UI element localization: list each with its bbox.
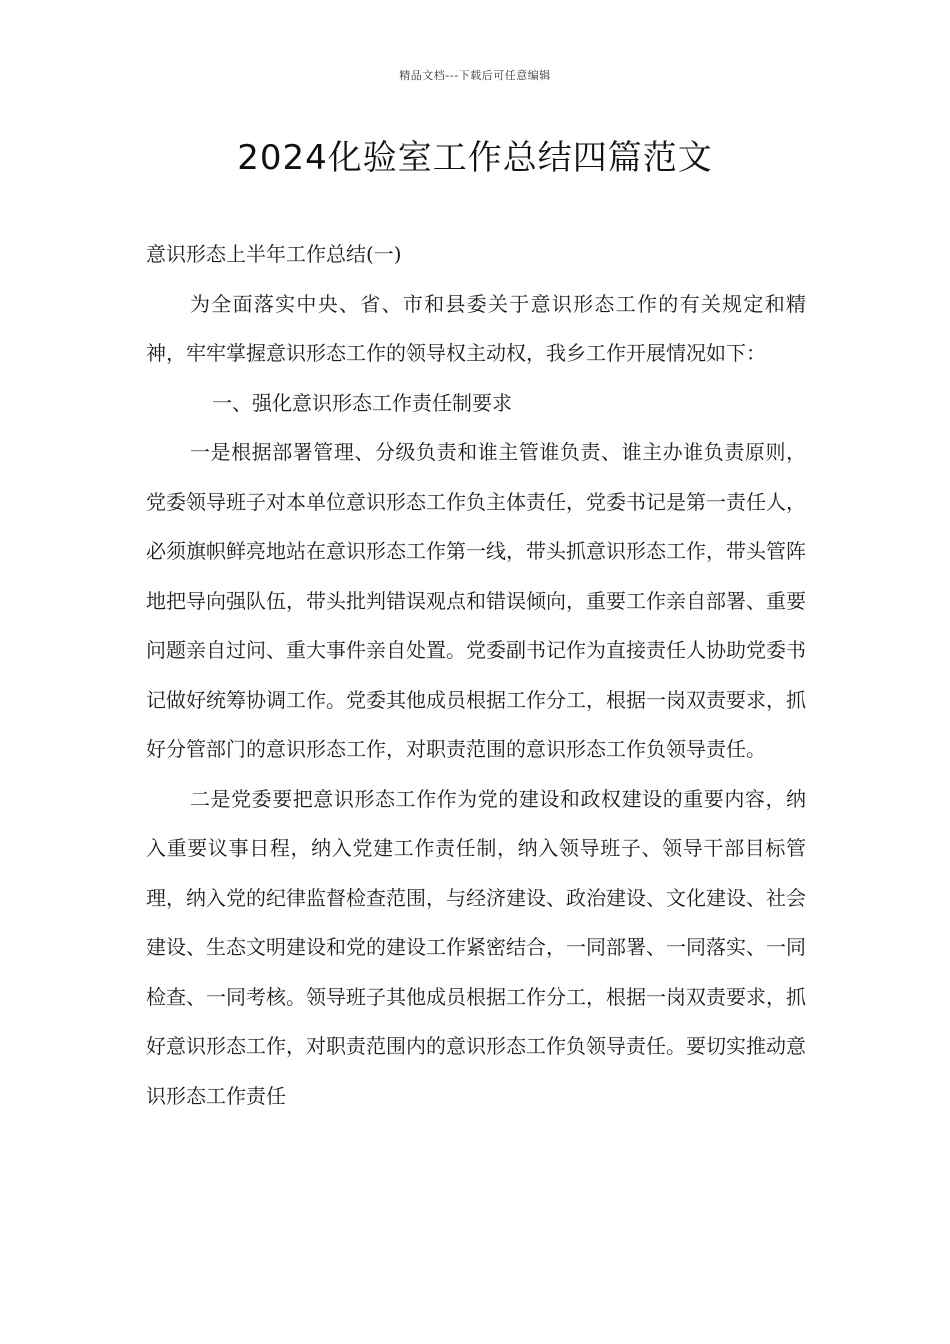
document-title: 2024化验室工作总结四篇范文 [237, 138, 713, 178]
paragraph-1: 一是根据部署管理、分级负责和谁主管谁负责、谁主办谁负责原则，党委领导班子对本单位意识形态工作负主体责任，党委书记是第一责任人，必须旗帜鲜亮地站在意识形态工作第一线，带头抓意识形态工作，带头管阵地把导向强队伍，带头批判错误观点和错误倾向，重要工作亲自部署、重要问题亲自过问、重大事件亲自处置。党委副书记作为直接责任人协助党委书记做好统筹协调工作。党委其他成员根据工作分工，根据一岗双责要求，抓好分管部门的意识形态工作，对职责范围的意识形态工作负领导责任。 [146, 440, 806, 761]
section-subtitle: 意识形态上半年工作总结(一) [146, 242, 402, 266]
document-body [146, 230, 806, 1121]
header-note: 精品文档---下载后可任意编辑 [399, 69, 551, 82]
section-heading-1: 一、强化意识形态工作责任制要求 [212, 390, 512, 415]
paragraph-2: 二是党委要把意识形态工作作为党的建设和政权建设的重要内容，纳入重要议事日程，纳入党建工作责任制，纳入领导班子、领导干部目标管理，纳入党的纪律监督检查范围，与经济建设、政治建设、文化建设、社会建设、生态文明建设和党的建设工作紧密结合，一同部署、一同落实、一同检查、一同考核。领导班子其他成员根据工作分工，根据一岗双责要求，抓好意识形态工作，对职责范围内的意识形态工作负领导责任。要切实推动意识形态工作责任 [146, 786, 806, 1108]
intro-paragraph: 为全面落实中央、省、市和县委关于意识形态工作的有关规定和精神，牢牢掌握意识形态工作的领导权主动权，我乡工作开展情况如下： [146, 291, 806, 365]
